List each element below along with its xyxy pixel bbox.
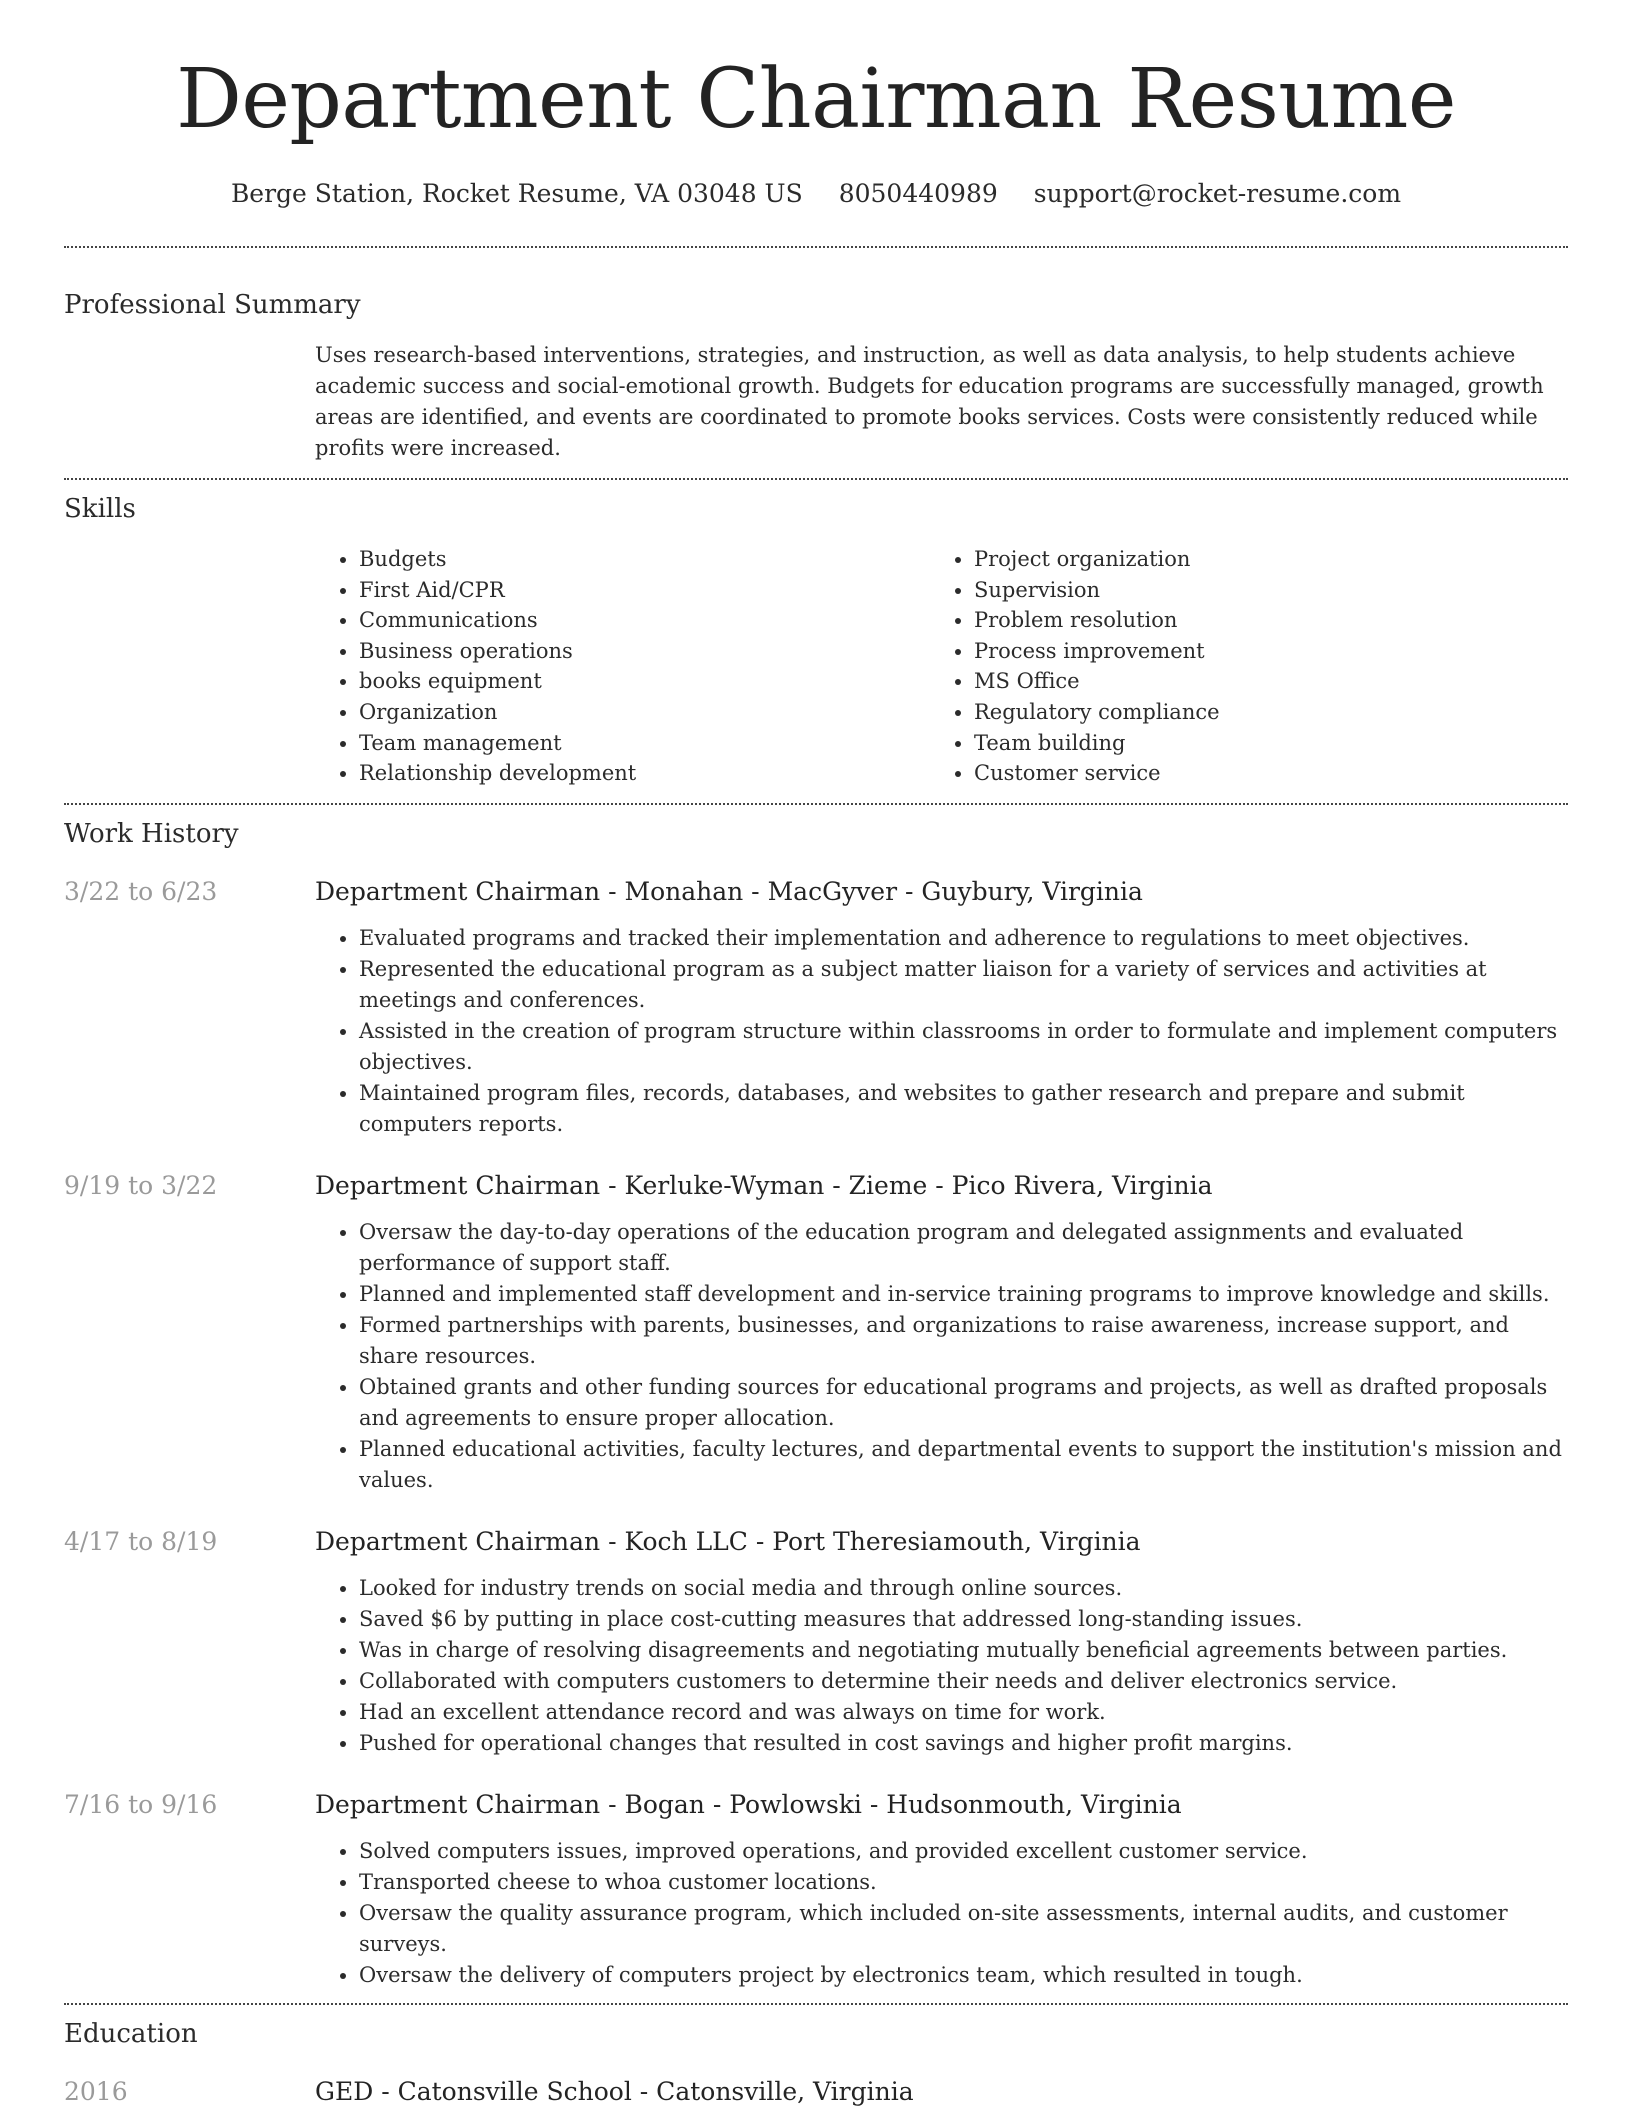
job-bullet: • Maintained program files, records, databases, and websites to gather research and prepare and submit computers reports. <box>359 1078 1568 1140</box>
job-bullet: • Transported cheese to whoa customer locations. <box>359 1867 1568 1898</box>
job-bullet: • Pushed for operational changes that resulted in cost savings and higher profit margins. <box>359 1728 1568 1759</box>
resume-title: Department Chairman Resume <box>176 52 1456 147</box>
job-bullet: • Formed partnerships with parents, businesses, and organizations to raise awareness, increase support, and share resources. <box>359 1310 1568 1372</box>
contact-address: Berge Station, Rocket Resume, VA 03048 US <box>230 179 803 208</box>
job-bullets <box>315 1573 1568 1759</box>
summary-heading: Professional Summary <box>64 290 361 320</box>
job-bullet: • Had an excellent attendance record and was always on time for work. <box>359 1697 1568 1728</box>
job-bullets <box>315 1836 1568 1991</box>
education-heading: Education <box>64 2018 198 2049</box>
job-bullet: • Planned educational activities, faculty lectures, and departmental events to support the institution's mission and values. <box>359 1434 1568 1496</box>
skill-item: • books equipment <box>359 666 930 697</box>
contact-line <box>64 178 1568 210</box>
job-bullets <box>315 1217 1568 1496</box>
work-history-heading: Work History <box>64 818 239 849</box>
job-date: 9/19 to 3/22 <box>64 1170 218 1200</box>
skills-heading: Skills <box>64 494 136 524</box>
skill-item: • Team building <box>974 728 1568 759</box>
summary-text: Uses research-based interventions, strategies, and instruction, as well as data analysis, to help students achieve academic success and social-emotional growth. Budgets for education programs are successfully managed, growth areas are identified, and events are coordinated to promote books services. Costs were consistently reduced while profits were increased. <box>315 343 1544 460</box>
job-title: Department Chairman - Kerluke-Wyman - Zieme - Pico Rivera, Virginia <box>315 1170 1213 1200</box>
contact-email: support@rocket-resume.com <box>1033 179 1402 208</box>
job-bullet: • Oversaw the day-to-day operations of the education program and delegated assignments and evaluated performance of support staff. <box>359 1217 1568 1279</box>
skill-item: • Supervision <box>974 575 1568 606</box>
education-date: 2016 <box>64 2076 128 2106</box>
education-title: GED - Catonsville School - Catonsville, Virginia <box>315 2076 914 2106</box>
job-bullet: • Looked for industry trends on social media and through online sources. <box>359 1573 1568 1604</box>
job-bullet: • Represented the educational program as a subject matter liaison for a variety of services and activities at meetings and conferences. <box>359 954 1568 1016</box>
job-bullet: • Obtained grants and other funding sources for educational programs and projects, as well as drafted proposals and agreements to ensure proper allocation. <box>359 1372 1568 1434</box>
job-title: Department Chairman - Monahan - MacGyver - Guybury, Virginia <box>315 876 1143 906</box>
skill-item: • Organization <box>359 697 930 728</box>
job-date: 4/17 to 8/19 <box>64 1526 218 1556</box>
job-title: Department Chairman - Koch LLC - Port Theresiamouth, Virginia <box>315 1526 1141 1556</box>
skills-grid <box>315 544 1568 803</box>
skill-item: • Relationship development <box>359 758 930 789</box>
education-entry <box>64 2075 1568 2109</box>
job-bullet: • Assisted in the creation of program structure within classrooms in order to formulate and implement computers objectives. <box>359 1016 1568 1078</box>
skill-item: • Regulatory compliance <box>974 697 1568 728</box>
skill-item: • MS Office <box>974 666 1568 697</box>
job-bullet: • Saved $6 by putting in place cost-cutting measures that addressed long-standing issues. <box>359 1604 1568 1635</box>
skill-item: • Budgets <box>359 544 930 575</box>
job-bullet: • Was in charge of resolving disagreements and negotiating mutually beneficial agreements between parties. <box>359 1635 1568 1666</box>
job-details <box>315 875 1568 1140</box>
skill-item: • Customer service <box>974 758 1568 789</box>
skill-item: • Process improvement <box>974 636 1568 667</box>
job-entry <box>64 875 1568 1140</box>
job-bullet: • Collaborated with computers customers to determine their needs and deliver electronics service. <box>359 1666 1568 1697</box>
job-bullet: • Oversaw the delivery of computers project by electronics team, which resulted in tough. <box>359 1960 1568 1991</box>
skill-item: • Project organization <box>974 544 1568 575</box>
job-entry <box>64 1525 1568 1759</box>
skill-item: • Communications <box>359 605 930 636</box>
skill-item: • First Aid/CPR <box>359 575 930 606</box>
skills-column-left <box>315 544 930 789</box>
job-bullet: • Solved computers issues, improved operations, and provided excellent customer service. <box>359 1836 1568 1867</box>
job-title: Department Chairman - Bogan - Powlowski - Hudsonmouth, Virginia <box>315 1789 1182 1819</box>
job-bullets <box>315 923 1568 1140</box>
job-date: 7/16 to 9/16 <box>64 1789 218 1819</box>
job-bullet: • Oversaw the quality assurance program, which included on-site assessments, internal audits, and customer surveys. <box>359 1898 1568 1960</box>
skill-item: • Team management <box>359 728 930 759</box>
skills-column-right <box>930 544 1568 789</box>
skill-item: • Business operations <box>359 636 930 667</box>
job-bullet: • Evaluated programs and tracked their implementation and adherence to regulations to meet objectives. <box>359 923 1568 954</box>
job-details <box>315 1788 1568 1991</box>
skill-item: • Problem resolution <box>974 605 1568 636</box>
job-entry <box>64 1788 1568 2003</box>
job-details <box>315 1525 1568 1759</box>
contact-phone: 8050440989 <box>838 179 998 208</box>
job-date: 3/22 to 6/23 <box>64 876 218 906</box>
job-bullet: • Planned and implemented staff development and in-service training programs to improve knowledge and skills. <box>359 1279 1568 1310</box>
job-entry <box>64 1169 1568 1496</box>
job-details <box>315 1169 1568 1496</box>
